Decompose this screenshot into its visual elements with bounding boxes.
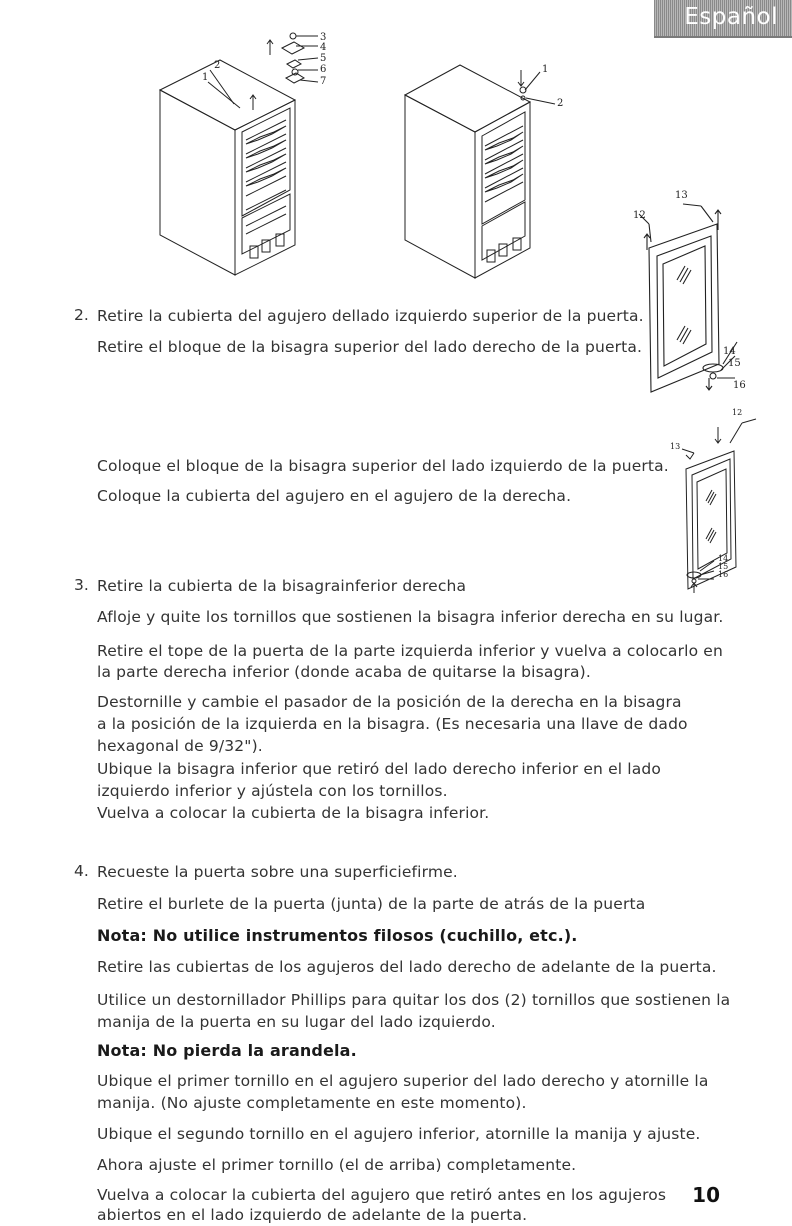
step-4-line-11: abiertos en el lado izquierdo de adelante de la puerta. [97, 1206, 528, 1224]
step-3-line-5: Destornille y cambie el pasador de la posición de la derecha en la bisagra [97, 693, 682, 711]
figure-cooler-left [150, 20, 350, 280]
step-4-note-1: Nota: No utilice instrumentos filosos (cuchillo, etc.). [97, 926, 578, 945]
step-4-number: 4. [74, 862, 89, 880]
step-3-line-8: Ubique la bisagra inferior que retiró del lado derecho inferior en el lado [97, 760, 662, 778]
callout-1: 1 [202, 72, 209, 83]
step-4-line-2: Retire el burlete de la puerta (junta) de la parte de atrás de la puerta [97, 895, 646, 913]
callout-13: 13 [675, 190, 688, 201]
callout-16: 16 [718, 570, 729, 579]
page-number: 10 [692, 1183, 720, 1207]
callout-14: 14 [718, 554, 729, 563]
step-3-line-9: izquierdo inferior y ajústela con los tornillos. [97, 782, 448, 800]
step-4-line-6: Ubique el primer tornillo en el agujero superior del lado derecho y atornille la [97, 1072, 709, 1090]
callout-2: 2 [557, 98, 564, 109]
step-4-line-1: Recueste la puerta sobre una superficiefirme. [97, 863, 458, 881]
figure-cooler-right [395, 50, 585, 285]
figure-door-top [625, 182, 765, 400]
step-4-line-5: manija de la puerta en su lugar del lado izquierdo. [97, 1013, 496, 1031]
callout-14: 14 [723, 346, 736, 357]
step-3-line-2: Afloje y quite los tornillos que sostienen la bisagra inferior derecha en su lugar. [97, 608, 724, 626]
step-2-number: 2. [74, 306, 89, 324]
callout-15: 15 [728, 358, 741, 369]
step-4-line-8: Ubique el segundo tornillo en el agujero inferior, atornille la manija y ajuste. [97, 1125, 701, 1143]
language-tab [654, 0, 792, 38]
callout-7: 7 [320, 76, 327, 87]
step-4-line-9: Ahora ajuste el primer tornillo (el de arriba) completamente. [97, 1156, 577, 1174]
step-3-line-4: la parte derecha inferior (donde acaba de quitarse la bisagra). [97, 663, 591, 681]
callout-12: 12 [633, 210, 646, 221]
callout-6: 6 [320, 64, 327, 75]
step-3-number: 3. [74, 576, 89, 594]
callout-16: 16 [733, 380, 746, 391]
step-2-line-3: Coloque el bloque de la bisagra superior del lado izquierdo de la puerta. [97, 457, 669, 475]
language-tab-label: Español [684, 4, 778, 30]
callout-12: 12 [732, 408, 743, 417]
callout-5: 5 [320, 53, 327, 64]
step-4-line-7: manija. (No ajuste completamente en este momento). [97, 1094, 527, 1112]
step-4-line-10: Vuelva a colocar la cubierta del agujero que retiró antes en los agujeros [97, 1186, 667, 1204]
callout-15: 15 [718, 562, 729, 571]
step-3-line-6: a la posición de la izquierda en la bisagra. (Es necesaria una llave de dado [97, 715, 688, 733]
callout-2: 2 [214, 60, 221, 71]
callout-1: 1 [542, 64, 549, 75]
step-3-line-3: Retire el tope de la puerta de la parte izquierda inferior y vuelva a colocarlo en [97, 642, 723, 660]
step-4-note-2: Nota: No pierda la arandela. [97, 1041, 357, 1060]
step-2-line-2: Retire el bloque de la bisagra superior del lado derecho de la puerta. [97, 338, 643, 356]
step-3-line-7: hexagonal de 9/32"). [97, 737, 263, 755]
step-2-line-4: Coloque la cubierta del agujero en el agujero de la derecha. [97, 487, 572, 505]
callout-4: 4 [320, 42, 327, 53]
figure-door-bottom [670, 405, 770, 595]
step-4-line-3: Retire las cubiertas de los agujeros del lado derecho de adelante de la puerta. [97, 958, 717, 976]
step-2-line-1: Retire la cubierta del agujero dellado izquierdo superior de la puerta. [97, 307, 644, 325]
step-3-line-10: Vuelva a colocar la cubierta de la bisagra inferior. [97, 804, 490, 822]
step-4-line-4: Utilice un destornillador Phillips para quitar los dos (2) tornillos que sostienen la [97, 991, 731, 1009]
callout-3: 3 [320, 32, 327, 43]
callout-13: 13 [670, 442, 681, 451]
step-3-line-1: Retire la cubierta de la bisagrainferior derecha [97, 577, 467, 595]
